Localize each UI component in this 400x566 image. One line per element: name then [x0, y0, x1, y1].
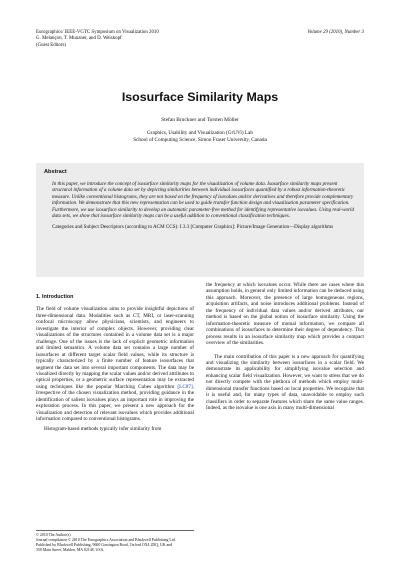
intro-text-part-1: The field of volume visualization aims to provide insightful depictions of three-dimensional data. Modalities such as CT, MRI, or laser-scanning confocal microscopy allow physicians, scientists, and engineers to investigate the interior of complex objects. However, providing clear visualizations of the structures contained in a volume data set is a major challenge. One of the issues is the lack of explicit geometric information and limited semantics. A volume data set contains a large number of isosurfaces at different target scalar field values, while its structure is typically characterized by a finite number of feature isosurfaces that segment the data set into several important components. The data may be visualized directly by mapping the scalar values and/or derived attributes to optical properties, or a geometric surface representation may be extracted using techniques like the popular Marching Cubes algorithm [36, 306, 194, 390]
conference-line: Eurographics/ IEEE-VGTC Symposium on Visualization 2010 [36, 30, 159, 35]
paper-authors: Stefan Bruckner and Torsten Möller [161, 117, 239, 123]
right-column [206, 282, 364, 415]
lab-name: Graphics, Usability and Visualization (GrUVi) Lab [147, 130, 253, 136]
intro-paragraph-1 [36, 306, 194, 422]
acm-categories: Categories and Subject Descriptors (according to ACM CCS): I.3.3 [Computer Graphics]: Picture/Image Generation—Display algorithms [52, 224, 334, 231]
contribution-paragraph: The main contribution of this paper is a new approach for quantifying and visualizing the similarity between isosurfaces in a scalar field. We demonstrate its applicability for simplifying isovalue selection and enhancing scalar field visualization. However, we want to stress that we do not directly compete with the plethora of methods which employ multi-dimensional transfer functions based on local properties. We recognize that it is useful and, for many types of data, unavoidable to employ such classifiers in order to separate features which share the same value ranges. Indeed, as the isovalue is one axis in many multi-dimensional [206, 353, 364, 412]
journal-info [36, 30, 159, 49]
abstract-box [36, 163, 364, 277]
publisher-address-line: 350 Main Street, Malden, MA 02148, USA. [36, 548, 105, 552]
abstract-text: In this paper, we introduce the concept of isosurface similarity maps for the visualization of volume data. Isosurface similarity maps present structural information of a volume data set by depicting similarities between individual isosurfaces quantified by a robust information-theoretic measure. Unlike conventional histograms, they are not based on the frequency of isovalues and/or derivatives and therefore provide complementary information. We demonstrate that this new representation can be used to guide transfer function design and visualization parameter specification. Furthermore, we use isosurface similarity to develop an automatic parameter-free method for identifying representative isovalues. Using real-world data sets, we show that isosurface similarity maps can be a useful addition to conventional classification techniques. [52, 181, 354, 220]
section-heading-introduction: 1. Introduction [36, 294, 74, 300]
intro-paragraph-2: Histogram-based methods typically infer similarity from [44, 425, 162, 432]
paper-title: Isosurface Similarity Maps [121, 90, 279, 104]
intro-text-part-2: . Irrespective of the chosen visualization method, providing guidance in the identification of salient isovalues plays an important role in improving the exploration process. In this paper, we present a new approach for the visualization and detection of relevant isovalues which provides additional information compared to conventional histograms. [36, 383, 194, 423]
abstract-heading: Abstract [44, 169, 67, 175]
volume-info: Volume 29 (2010), Number 3 [307, 30, 364, 35]
editors-line: G. Melançon, T. Munzner, and D. Weiskopf [36, 36, 122, 42]
journal-header [36, 30, 364, 49]
copyright-line: © 2010 The Author(s) [36, 533, 71, 537]
affiliation [36, 130, 364, 144]
citation-link[interactable]: [LC87] [177, 383, 193, 390]
publisher-line: Published by Blackwell Publishing, 9600 Garsington Road, Oxford OX4 2DQ, UK and [36, 543, 173, 547]
intro-paragraph-3: the frequency at which isovalues occur. While there are cases where this assumption holds, in general only limited information can be deduced using this approach. Moreover, the presence of large homogeneous regions, acquisition artifacts, and noise introduces additional problems. Instead of the frequency of individual data values and/or derived attributes, our method is based on the global notion of isosurface similarity. Using the information-theoretic measure of mutual information, we compare all combinations of isosurfaces to determine their degree of dependency. This process results in an isosurface similarity map which provides a compact overview of the similarities. [206, 282, 364, 347]
journal-compilation-line: Journal compilation © 2010 The Eurographics Association and Blackwell Publishing Ltd. [36, 538, 176, 542]
guest-editors-line: (Guest Editors) [36, 42, 67, 48]
school-name: School of Computing Science, Simon Fraser University, Canada [133, 137, 267, 143]
copyright-footnote [36, 530, 194, 553]
left-column [36, 294, 194, 435]
